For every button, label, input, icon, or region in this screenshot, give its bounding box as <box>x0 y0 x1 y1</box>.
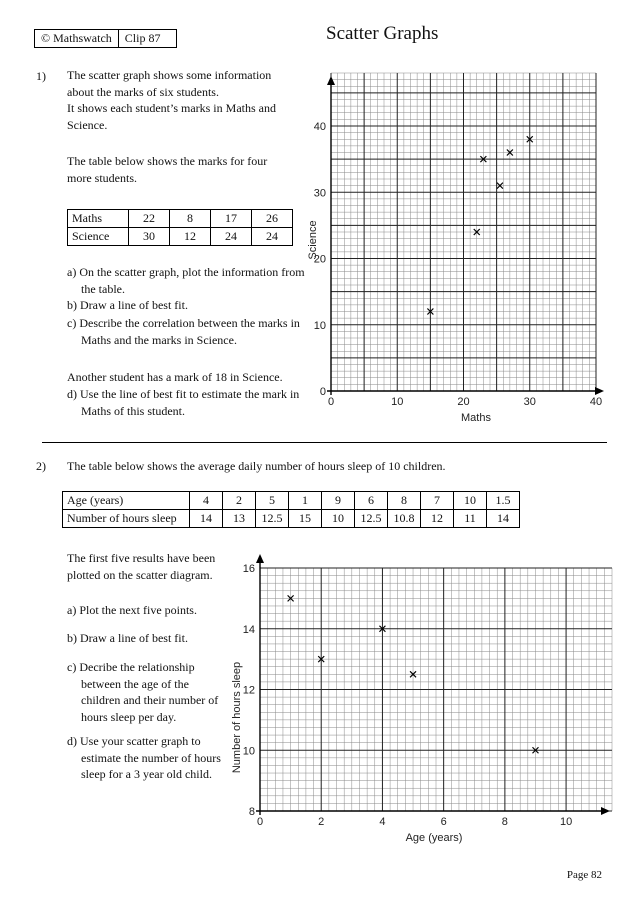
y-tick-label: 20 <box>313 253 326 266</box>
q2-table-cell: 1 <box>289 492 322 510</box>
q2-table-cell: 14 <box>487 510 520 528</box>
y-axis-arrow <box>256 554 264 563</box>
clip-label: Clip 87 <box>118 30 177 47</box>
q2-table-cell: 5 <box>256 492 289 510</box>
q2-table-cell: 12 <box>421 510 454 528</box>
q1-marks-table <box>67 209 293 246</box>
q1-intro-3: The table below shows the marks for four more students. <box>67 154 268 185</box>
q1-part-a: a) On the scatter graph, plot the information from the table. <box>67 265 305 296</box>
header-box <box>34 29 177 48</box>
q2-sleep-table <box>62 491 520 528</box>
copyright-label: © Mathswatch <box>41 31 112 45</box>
x-tick-label: 10 <box>559 816 573 828</box>
x-axis-arrow <box>601 807 610 815</box>
q1-table-cell: 24 <box>252 228 293 246</box>
question-2-number: 2) <box>36 459 46 473</box>
q2-table-cell: 9 <box>322 492 355 510</box>
q1-table-row-label: Science <box>68 228 129 246</box>
q2-table-cell: 4 <box>190 492 223 510</box>
page-title: Scatter Graphs <box>326 23 439 44</box>
y-tick-label: 8 <box>248 806 255 818</box>
y-axis-label: Science <box>307 220 319 260</box>
y-tick-label: 12 <box>242 684 255 697</box>
y-tick-label: 0 <box>319 386 326 398</box>
x-tick-label: 0 <box>256 816 264 828</box>
q1-table-cell: 26 <box>252 210 293 228</box>
q2-part-b: b) Draw a line of best fit. <box>67 631 188 645</box>
x-tick-label: 8 <box>501 816 508 828</box>
question-1-number: 1) <box>36 69 46 83</box>
page-number: Page 82 <box>566 869 602 881</box>
q2-table-cell: 11 <box>454 510 487 528</box>
q1-table-row <box>68 210 293 228</box>
q2-table-cell: 10 <box>454 492 487 510</box>
q1-another: Another student has a mark of 18 in Science. <box>67 370 283 384</box>
q2-table-cell: 10.8 <box>388 510 421 528</box>
q2-table-row <box>63 510 520 528</box>
x-axis-arrow <box>595 387 604 395</box>
q2-part-d: d) Use your scatter graph to estimate the number of hours sleep for a 3 year old child. <box>67 734 221 781</box>
q2-table-row-label: Number of hours sleep <box>63 510 190 528</box>
q1-table-row <box>68 228 293 246</box>
q2-table-cell: 10 <box>322 510 355 528</box>
q2-table-cell: 14 <box>190 510 223 528</box>
q1-part-b: b) Draw a line of best fit. <box>67 298 188 312</box>
x-tick-label: 4 <box>379 816 386 828</box>
q1-part-c: c) Describe the correlation between the marks in Maths and the marks in Science. <box>67 316 300 347</box>
x-tick-label: 6 <box>440 816 447 828</box>
q2-part-c: c) Decribe the relationship between the age of the children and their number of hours sleep per day. <box>67 660 219 724</box>
q1-table-cell: 22 <box>129 210 170 228</box>
q2-table-cell: 15 <box>289 510 322 528</box>
q2-note: The first five results have been plotted on the scatter diagram. <box>67 551 216 582</box>
q1-table-cell: 24 <box>211 228 252 246</box>
scatter-chart-age-sleep <box>228 550 616 850</box>
y-axis-arrow <box>327 76 335 85</box>
q1-intro-2: It shows each student’s marks in Maths and Science. <box>67 101 276 132</box>
y-tick-label: 16 <box>242 563 255 575</box>
q2-table-cell: 13 <box>223 510 256 528</box>
x-tick-label: 2 <box>318 816 325 828</box>
y-tick-label: 14 <box>242 623 255 636</box>
y-tick-label: 10 <box>313 319 326 332</box>
q1-part-d: d) Use the line of best fit to estimate the mark in Maths of this student. <box>67 387 300 418</box>
x-axis-label: Age (years) <box>405 832 463 844</box>
y-tick-label: 40 <box>313 121 326 133</box>
q2-table-cell: 7 <box>421 492 454 510</box>
y-axis-label: Number of hours sleep <box>231 661 243 774</box>
x-tick-label: 10 <box>391 396 404 408</box>
y-tick-label: 30 <box>313 187 326 200</box>
q2-table-cell: 2 <box>223 492 256 510</box>
q1-table-cell: 30 <box>129 228 170 246</box>
x-tick-label: 0 <box>327 396 335 408</box>
x-tick-label: 20 <box>457 396 470 408</box>
scatter-chart-maths-science <box>300 70 612 432</box>
x-tick-label: 30 <box>523 396 536 408</box>
x-tick-label: 40 <box>589 396 603 408</box>
q1-table-cell: 12 <box>170 228 211 246</box>
q2-table-cell: 6 <box>355 492 388 510</box>
q1-intro-1: The scatter graph shows some information about the marks of six students. <box>67 68 272 99</box>
q2-table-row <box>63 492 520 510</box>
section-divider <box>42 442 607 443</box>
y-tick-label: 10 <box>242 745 255 758</box>
q2-table-cell: 12.5 <box>256 510 289 528</box>
q2-table-cell: 1.5 <box>487 492 520 510</box>
q2-part-a: a) Plot the next five points. <box>67 603 197 617</box>
q1-table-row-label: Maths <box>68 210 129 228</box>
q2-intro: The table below shows the average daily number of hours sleep of 10 children. <box>67 459 446 473</box>
q2-table-cell: 12.5 <box>355 510 388 528</box>
x-axis-label: Maths <box>461 412 491 424</box>
q2-table-row-label: Age (years) <box>63 492 190 510</box>
q1-table-cell: 17 <box>211 210 252 228</box>
q2-table-cell: 8 <box>388 492 421 510</box>
q1-table-cell: 8 <box>170 210 211 228</box>
